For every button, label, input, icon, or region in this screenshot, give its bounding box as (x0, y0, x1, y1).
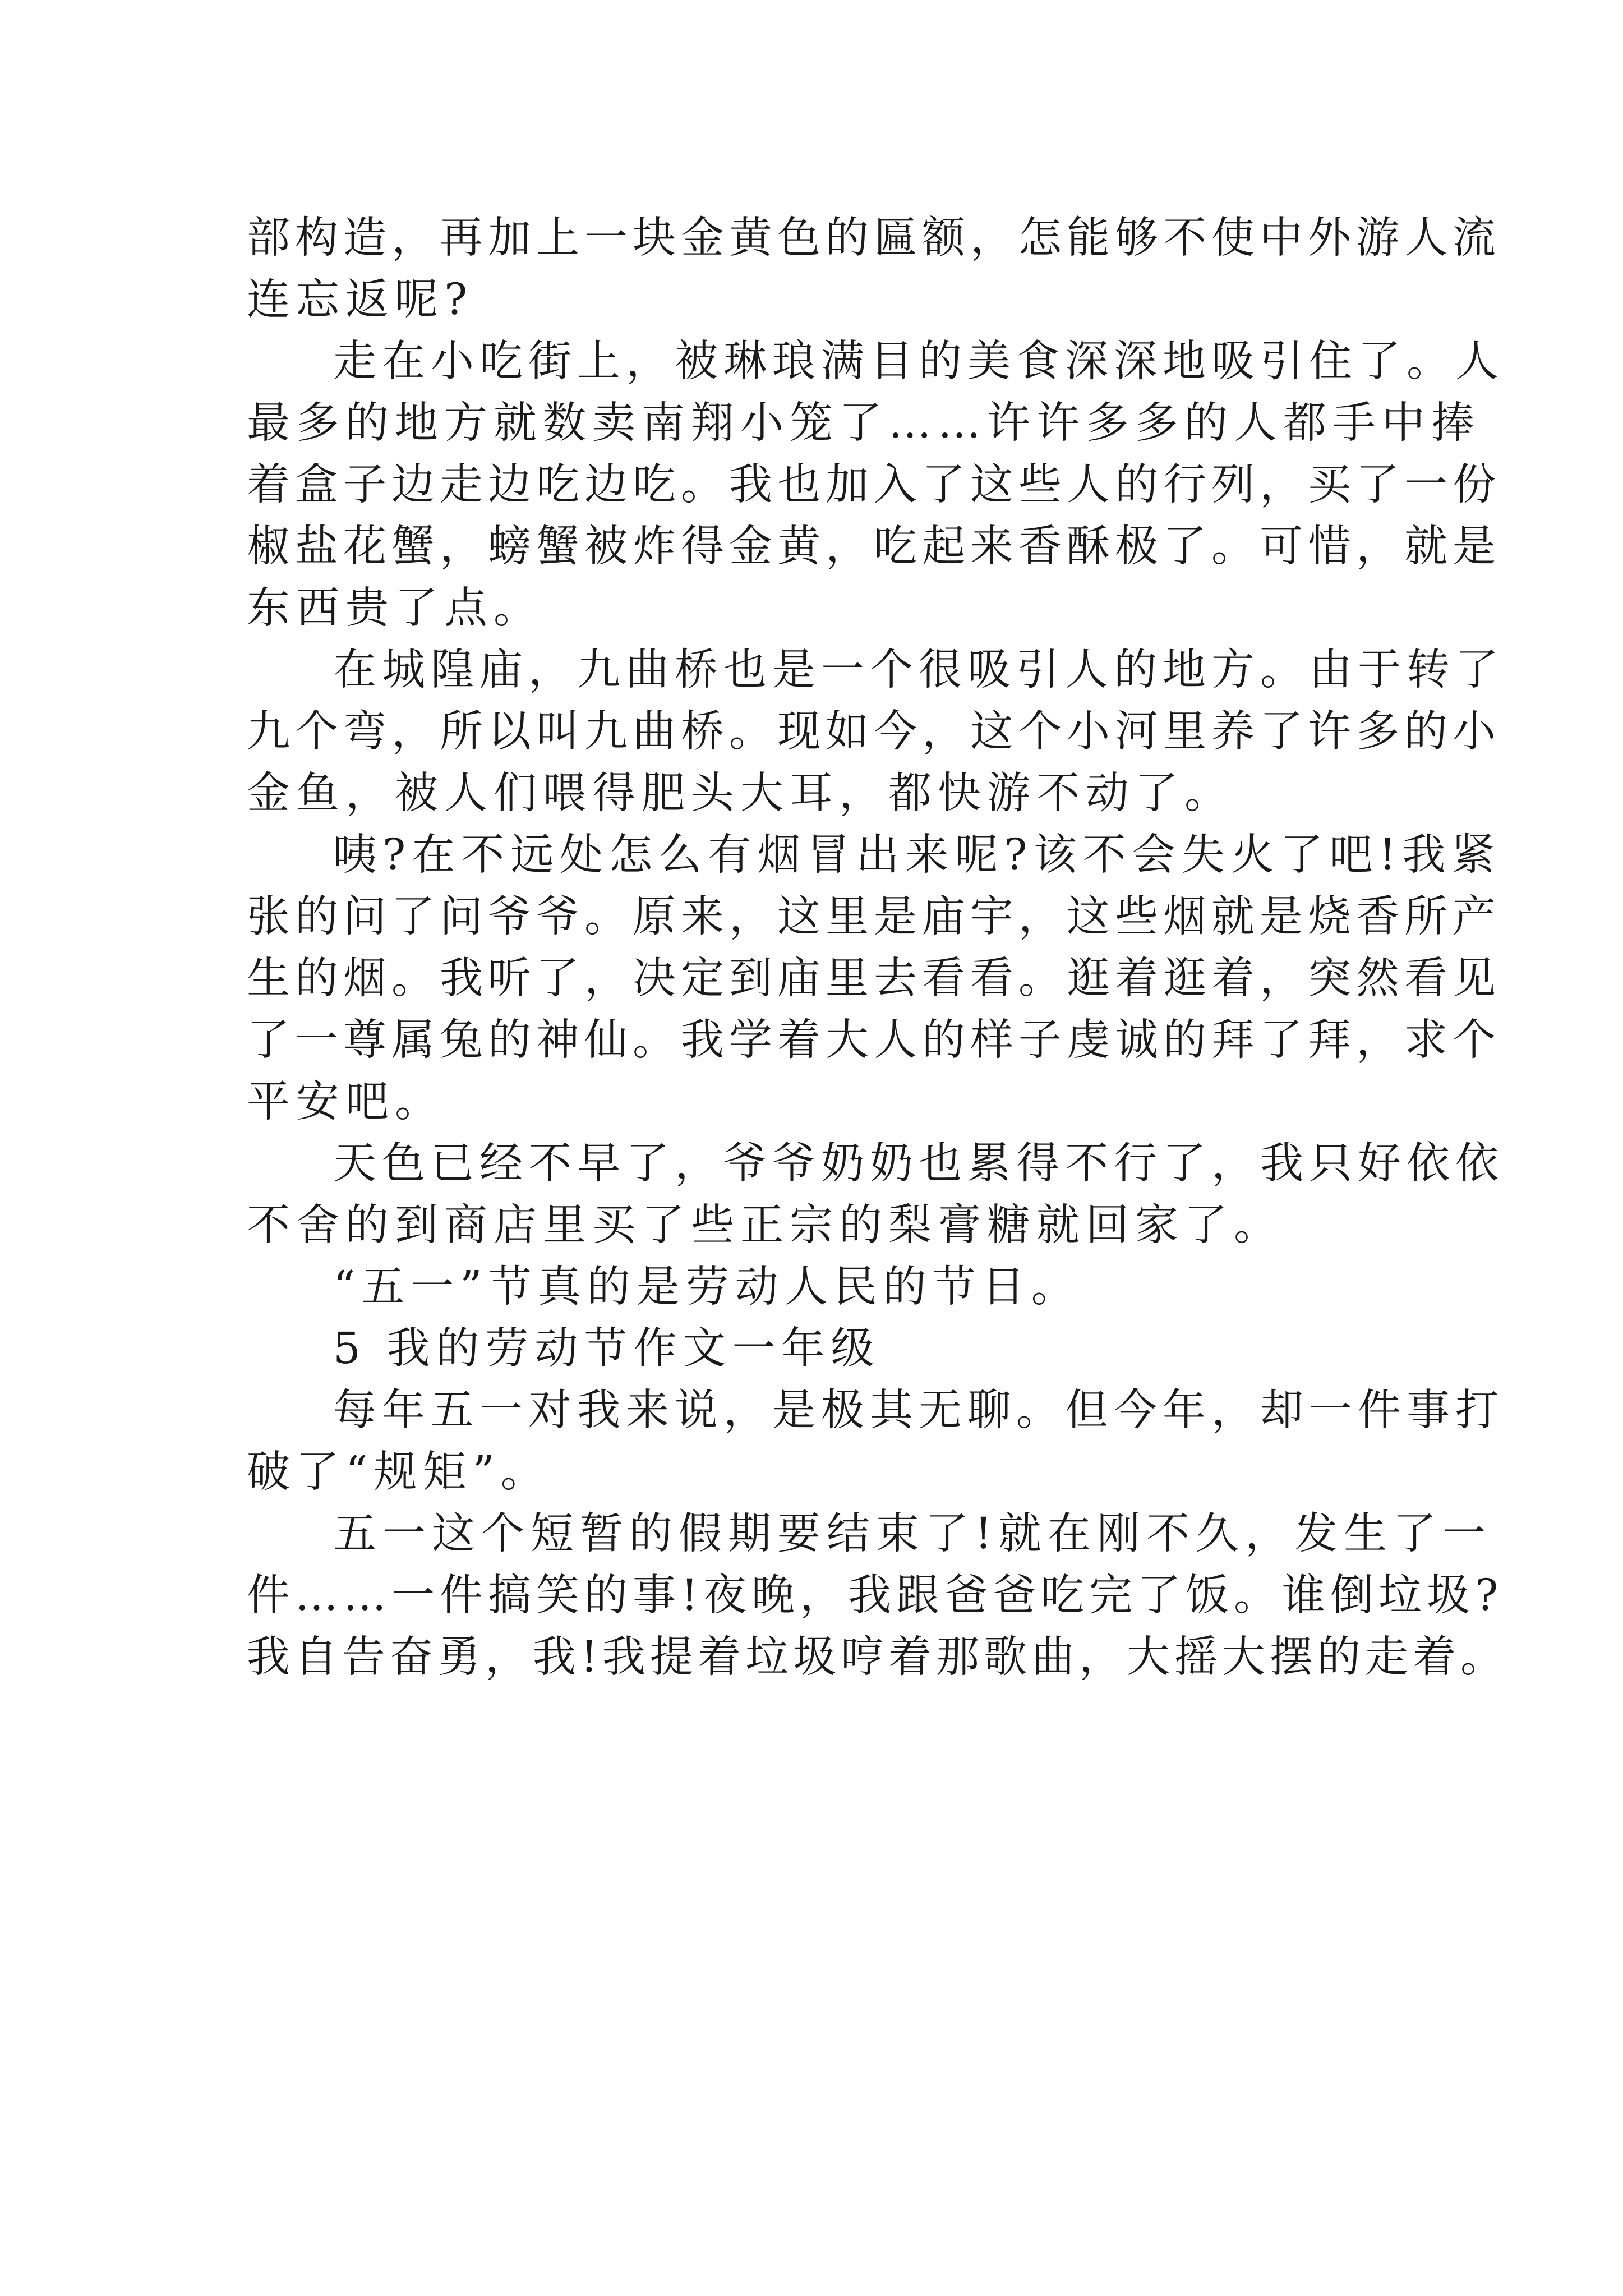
text-line: 5 我的劳动节作文一年级 (333, 1324, 880, 1374)
text-line: 在城隍庙，九曲桥也是一个很吸引人的地方。由于转了 (333, 645, 1504, 695)
text-line: 椒盐花蟹，螃蟹被炸得金黄，吃起来香酥极了。可惜，就是 (247, 522, 1501, 572)
document-body (247, 208, 1508, 1688)
text-line: 连忘返呢? (247, 275, 474, 325)
text-line: 生的烟。我听了，决定到庙里去看看。逛着逛着，突然看见 (247, 954, 1501, 1004)
text-line: 金鱼，被人们喂得肥头大耳，都快游不动了。 (247, 769, 1234, 818)
text-line: 九个弯，所以叫九曲桥。现如今，这个小河里养了许多的小 (247, 707, 1501, 757)
text-line: 五一这个短暂的假期要结束了!就在刚不久，发生了一 (333, 1509, 1492, 1559)
text-line: 着盒子边走边吃边吃。我也加入了这些人的行列，买了一份 (247, 460, 1501, 510)
text-line: 部构造，再加上一块金黄色的匾额，怎能够不使中外游人流 (247, 213, 1501, 263)
text-line: 天色已经不早了，爷爷奶奶也累得不行了，我只好依依 (333, 1139, 1504, 1189)
text-line: 我自告奋勇，我!我提着垃圾哼着那歌曲，大摇大摆的走着。 (247, 1632, 1508, 1682)
text-line: 每年五一对我来说，是极其无聊。但今年，却一件事打 (333, 1386, 1504, 1435)
text-line: 走在小吃街上，被琳琅满目的美食深深地吸引住了。人 (333, 337, 1504, 386)
text-line: 平安吧。 (247, 1077, 444, 1127)
text-line: “五一”节真的是劳动人民的节日。 (333, 1262, 1081, 1312)
text-line: 东西贵了点。 (247, 583, 543, 633)
text-line: 最多的地方就数卖南翔小笼了……许许多多的人都手中捧 (247, 398, 1481, 448)
text-line: 咦?在不远处怎么有烟冒出来呢?该不会失火了吧!我紧 (333, 830, 1501, 880)
text-line: 件……一件搞笑的事!夜晚，我跟爸爸吃完了饭。谁倒垃圾? (247, 1571, 1504, 1621)
text-line: 破了“规矩”。 (247, 1447, 550, 1497)
text-line: 了一尊属兔的神仙。我学着大人的样子虔诚的拜了拜，求个 (247, 1015, 1501, 1065)
text-line: 不舍的到商店里买了些正宗的梨膏糖就回家了。 (247, 1200, 1283, 1250)
text-line: 张的问了问爷爷。原来，这里是庙宇，这些烟就是烧香所产 (247, 892, 1501, 942)
